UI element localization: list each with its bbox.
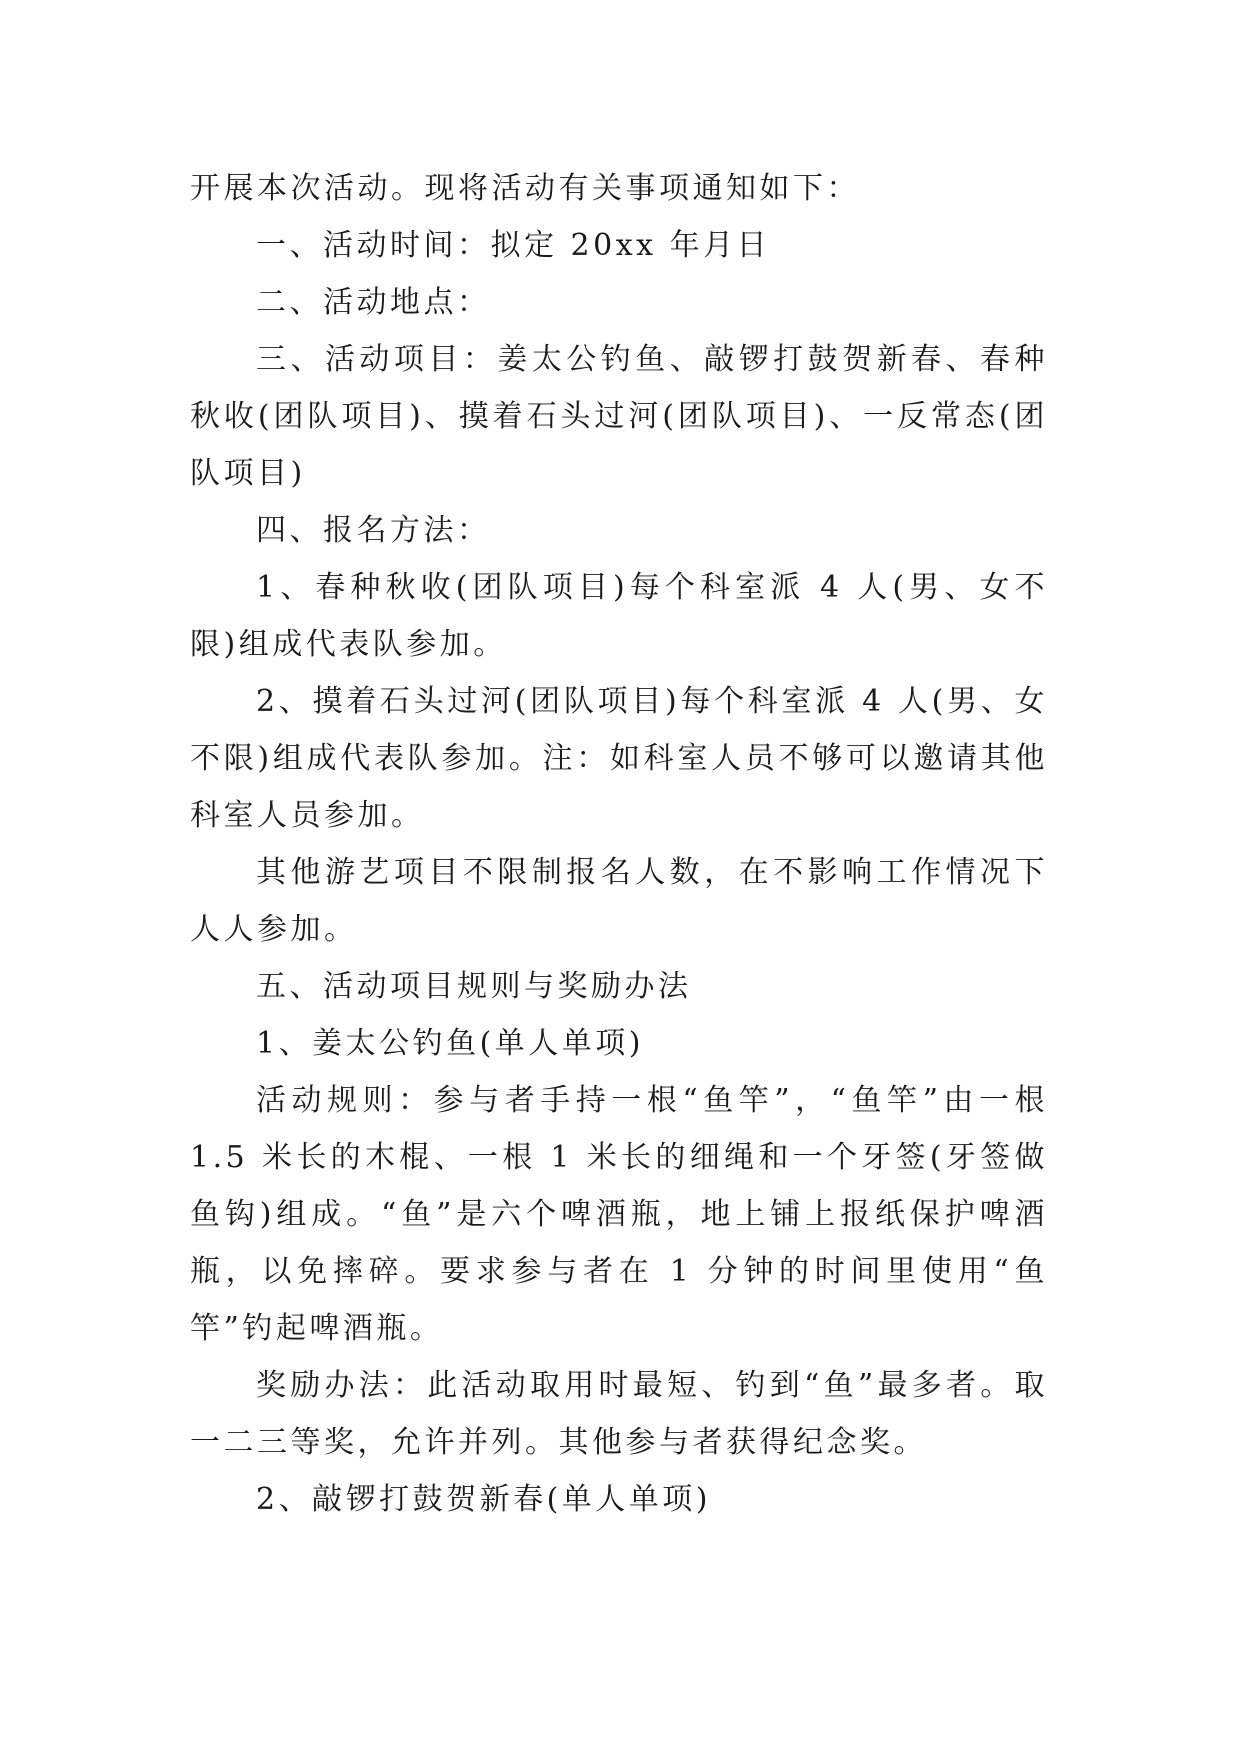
paragraph-registration-heading: 四、报名方法：	[256, 513, 491, 548]
paragraph-fishing-rules: 活动规则：参与者手持一根“鱼竿”，“鱼竿”由一根 1.5 米长的木棍、一根 1 米长的细绳和一个牙签(牙签做鱼钩)组成。“鱼”是六个啤酒瓶，地上铺上报纸保护啤酒瓶，以免摔碎。要求参与者在 1 分钟的时间里使用“鱼竿”钓起啤酒瓶。	[190, 1083, 1048, 1346]
paragraph-activity-time: 一、活动时间：拟定 20xx 年月日	[256, 228, 771, 263]
paragraph-activity-location: 二、活动地点：	[256, 285, 491, 320]
paragraph-registration-item-1: 1、春种秋收(团队项目)每个科室派 4 人(男、女不限)组成代表队参加。	[190, 570, 1048, 662]
paragraph-registration-item-2: 2、摸着石头过河(团队项目)每个科室派 4 人(男、女不限)组成代表队参加。注：如科室人员不够可以邀请其他科室人员参加。	[190, 684, 1048, 833]
paragraph-drum-heading: 2、敲锣打鼓贺新春(单人单项)	[256, 1482, 711, 1517]
document-body	[190, 160, 1048, 1528]
paragraph-rules-heading: 五、活动项目规则与奖励办法	[256, 969, 692, 1004]
paragraph-other-items: 其他游艺项目不限制报名人数，在不影响工作情况下人人参加。	[190, 855, 1048, 947]
paragraph-fishing-rewards: 奖励办法：此活动取用时最短、钓到“鱼”最多者。取一二三等奖，允许并列。其他参与者获得纪念奖。	[190, 1368, 1048, 1460]
paragraph-intro: 开展本次活动。现将活动有关事项通知如下：	[190, 171, 860, 206]
paragraph-fishing-heading: 1、姜太公钓鱼(单人单项)	[256, 1026, 644, 1061]
paragraph-activity-items: 三、活动项目：姜太公钓鱼、敲锣打鼓贺新春、春种秋收(团队项目)、摸着石头过河(团队项目)、一反常态(团队项目)	[190, 342, 1048, 491]
